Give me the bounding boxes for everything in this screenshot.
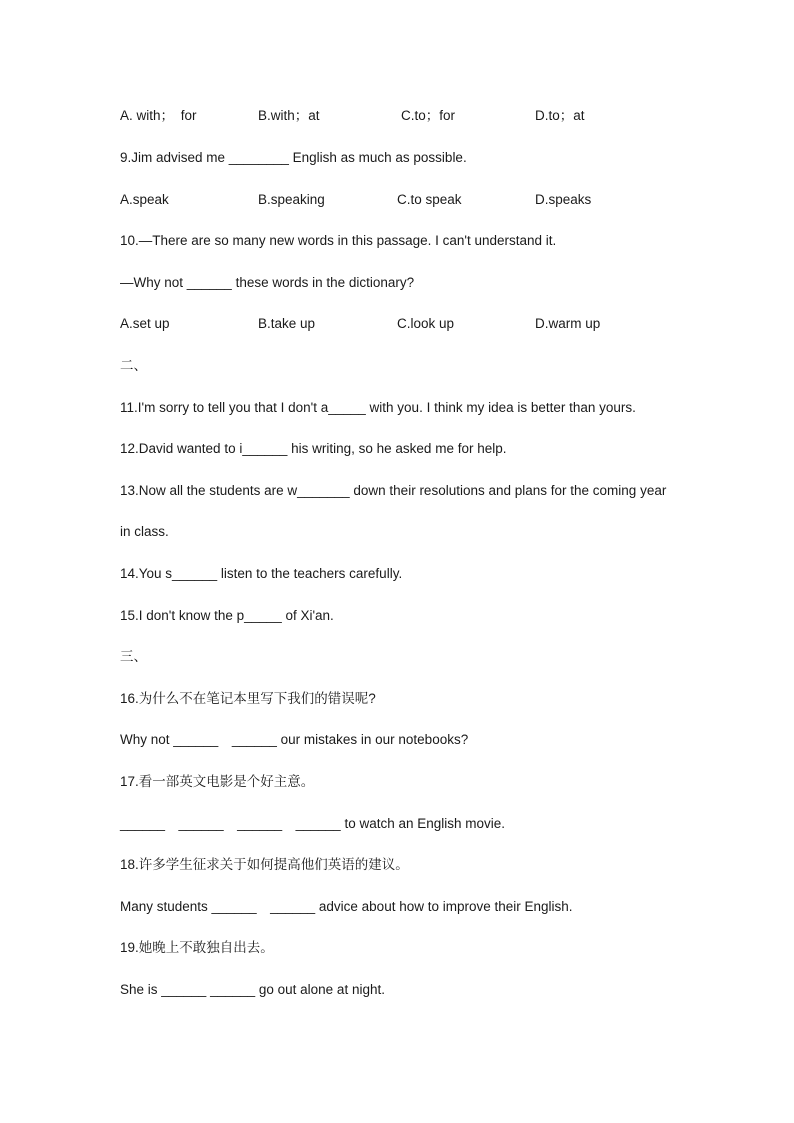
q13-line2: in class. <box>120 524 169 539</box>
q16-english: Why not ______ ______ our mistakes in our notebooks? <box>120 732 469 747</box>
q10-stem-line2: —Why not ______ these words in the dictionary? <box>120 275 415 290</box>
q9-option-d: D.speaks <box>535 192 592 207</box>
q15: 15.I don't know the p_____ of Xi'an. <box>120 608 334 623</box>
q17-english: ______ ______ ______ ______ to watch an English movie. <box>120 816 506 831</box>
q9-option-b: B.speaking <box>258 192 325 207</box>
q11: 11.I'm sorry to tell you that I don't a_____ with you. I think my idea is better than yours. <box>120 400 636 415</box>
q8-option-d: D.to；at <box>535 108 585 123</box>
q8-option-c: C.to；for <box>401 108 456 123</box>
q19-chinese: 19.她晚上不敢独自出去。 <box>120 940 274 955</box>
q12: 12.David wanted to i______ his writing, so he asked me for help. <box>120 441 507 456</box>
q10-stem-line1: 10.—There are so many new words in this passage. I can't understand it. <box>120 233 557 248</box>
q18-chinese: 18.许多学生征求关于如何提高他们英语的建议。 <box>120 857 409 872</box>
q16-chinese: 16.为什么不在笔记本里写下我们的错误呢? <box>120 691 376 706</box>
q10-option-b: B.take up <box>258 316 316 331</box>
section3-heading: 三、 <box>120 649 147 664</box>
q9-stem: 9.Jim advised me ________ English as much as possible. <box>120 150 467 165</box>
q17-chinese: 17.看一部英文电影是个好主意。 <box>120 774 315 789</box>
q10-option-d: D.warm up <box>535 316 601 331</box>
q10-option-a: A.set up <box>120 316 170 331</box>
q9-option-c: C.to speak <box>397 192 462 207</box>
section2-heading: 二、 <box>120 358 147 373</box>
q9-option-a: A.speak <box>120 192 169 207</box>
q19-english: She is ______ ______ go out alone at night. <box>120 982 385 997</box>
q8-option-b: B.with；at <box>258 108 320 123</box>
q14: 14.You s______ listen to the teachers carefully. <box>120 566 403 581</box>
q18-english: Many students ______ ______ advice about how to improve their English. <box>120 899 573 914</box>
q8-option-a: A. with； for <box>120 108 197 123</box>
q10-option-c: C.look up <box>397 316 455 331</box>
q13-line1: 13.Now all the students are w_______ down their resolutions and plans for the coming year <box>120 483 667 498</box>
